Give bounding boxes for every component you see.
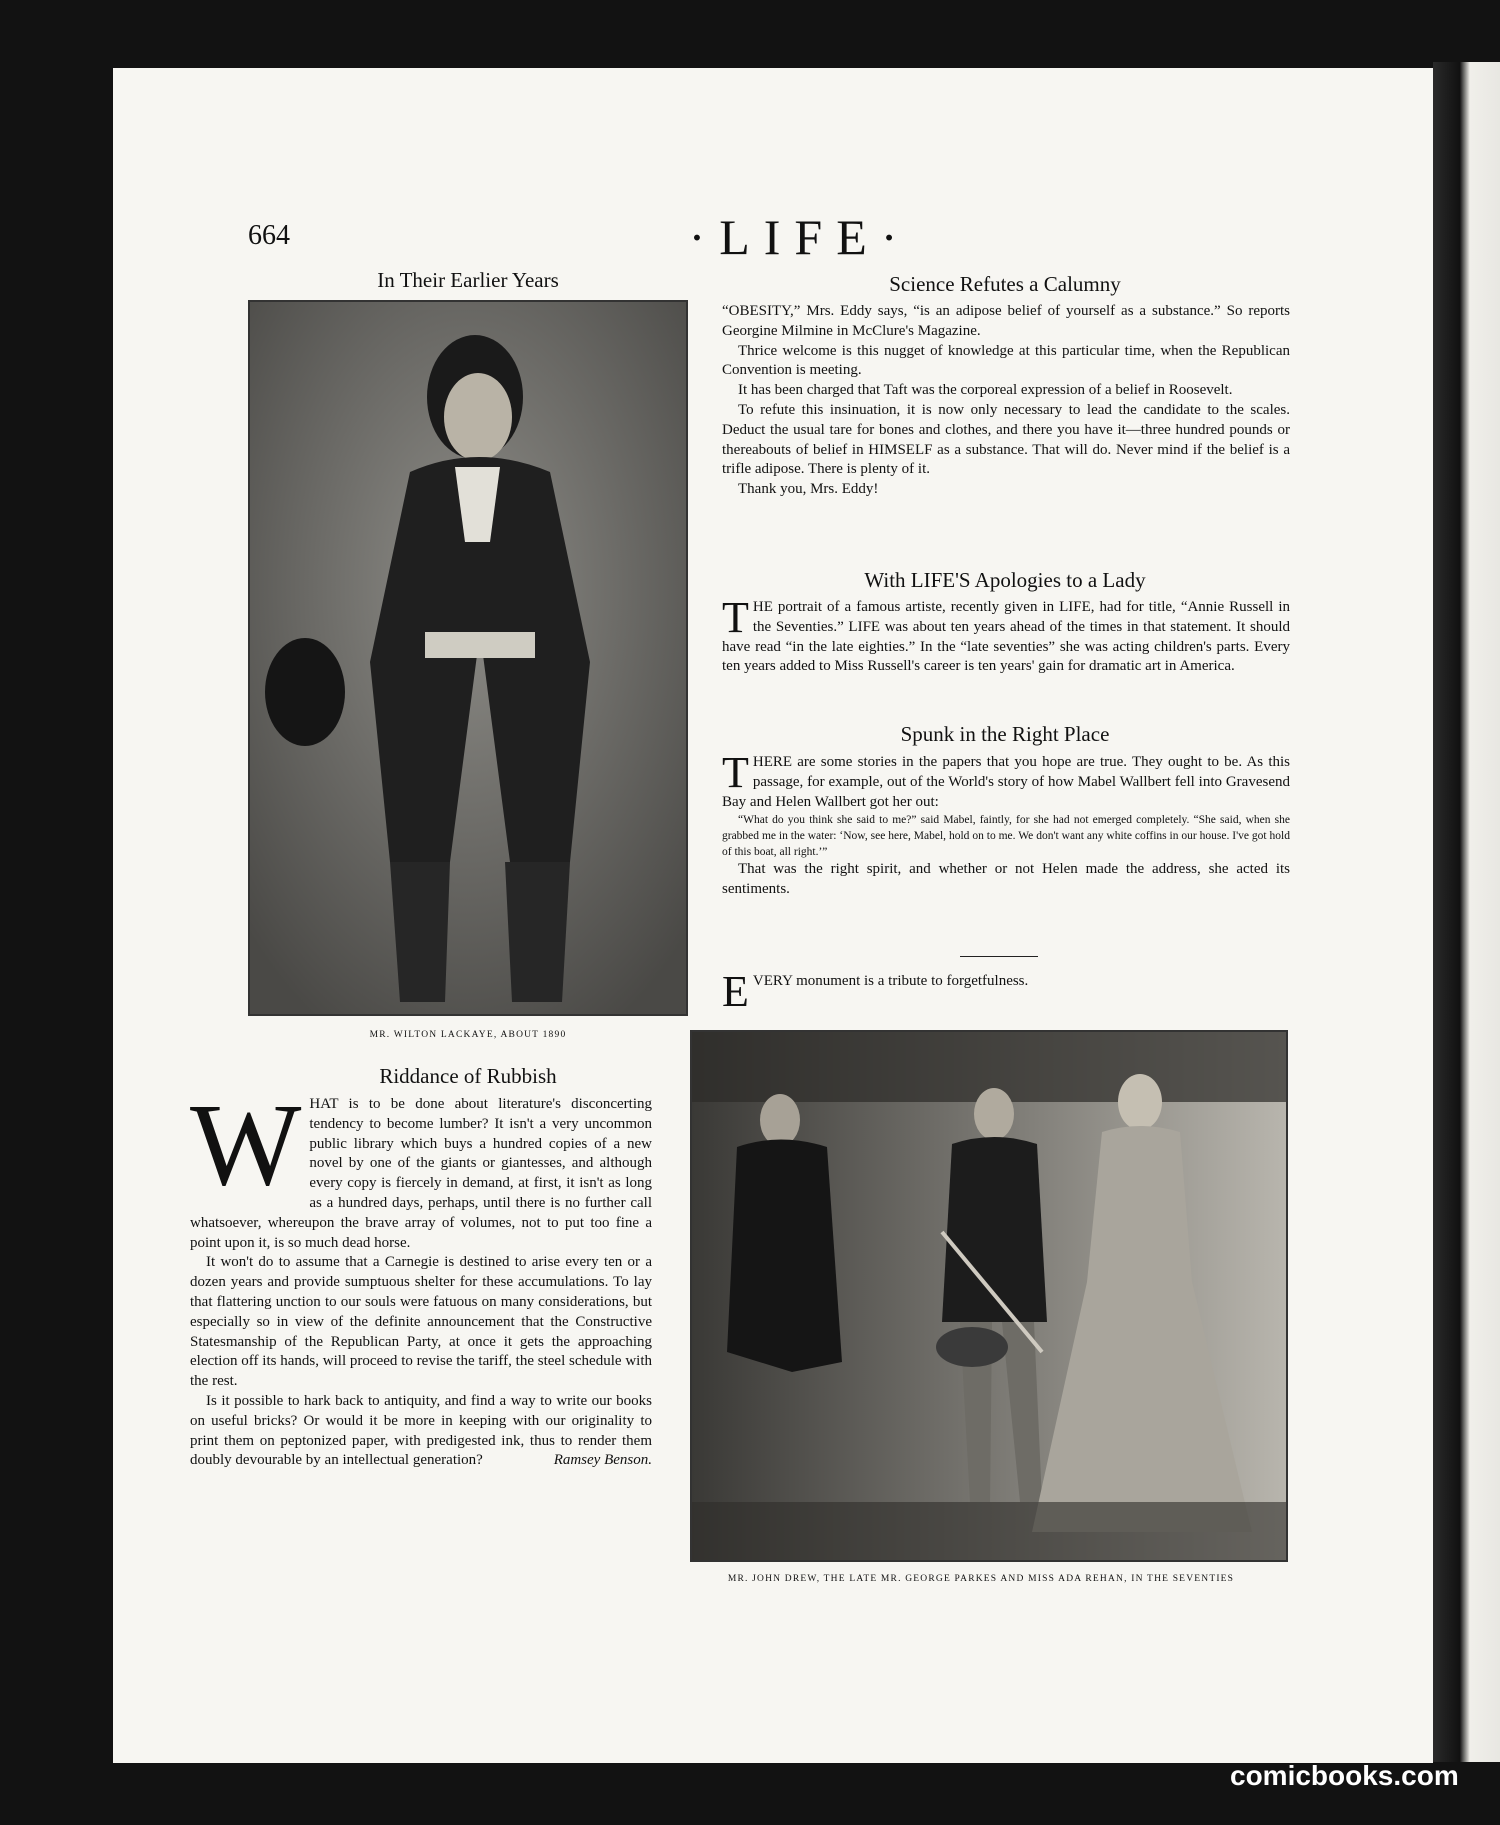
headline-spunk: Spunk in the Right Place — [900, 722, 1110, 746]
science-paragraph-1: “OBESITY,” Mrs. Eddy says, “is an adipose belief of yourself as a substance.” So reports Georgine Milmine in McClure's Magazine. — [722, 303, 1290, 339]
riddance-paragraph-2: It won't do to assume that a Carnegie is destined to arise every ten or a dozen years and provide sumptuous shelter for these accumulations. To lay that flattering unction to our souls were fatuous on many considerations, but especially so in view of the definite announcement that the Constructive Statesmanship of the Republican Party, at once it gets the approaching election off its hands, will proceed to revise the tariff, the steel schedule with the rest. — [190, 1254, 652, 1390]
science-paragraph-3: It has been charged that Taft was the corporeal expression of a belief in Roosevelt. — [738, 382, 1233, 399]
science-paragraph-5: Thank you, Mrs. Eddy! — [738, 481, 879, 498]
spunk-paragraph-2: That was the right spirit, and whether or not Helen made the address, she acted its sentiments. — [722, 861, 1290, 898]
portrait-illustration — [250, 302, 686, 1014]
science-paragraph-4: To refute this insinuation, it is now only necessary to lead the candidate to the scales. Deduct the usual tare for bones and clothes, and there you have it—three hundred pounds or thereabouts of belief in HIMSELF as a substance. That will do. Never mind if the belief is a trifle adipose. There is plenty of it. — [722, 401, 1290, 478]
watermark: comicbooks.com — [1230, 1760, 1459, 1791]
riddance-paragraph-1: HAT is to be done about literature's disconcerting tendency to become lumber? It isn't a very uncommon public library which buys a hundred copies of a new novel by one of the giants or giantesses, and although every copy is fiercely in demand, at first, it isn't as long as a hundred days, perhaps, until there is no further call whatsoever, whereupon the brave array of volumes, not to put too fine a point upon it, is so much dead horse. — [190, 1096, 652, 1251]
drop-cap-w: W — [190, 1079, 302, 1210]
drop-cap-t-spunk: T — [722, 748, 749, 797]
book-gutter — [1433, 62, 1500, 1762]
apologies-paragraph-1: HE portrait of a famous artiste, recently given in LIFE, had for title, “Annie Russell in the Seventies.” LIFE was about ten years ahead of the times in that statement. It should have read “in the late eighties.” In the “late seventies” she was acting children's parts. Every ten years added to Miss Russell's career is ten years' gain for dramatic art in America. — [722, 599, 1290, 675]
riddance-signature: Ramsey Benson. — [553, 1452, 652, 1469]
article-apologies — [722, 593, 1290, 677]
caption-john-drew-group: MR. JOHN DREW, THE LATE MR. GEORGE PARKES AND MISS ADA REHAN, IN THE SEVENTIES — [727, 1574, 1235, 1584]
article-every-monument — [722, 967, 1290, 1016]
section-divider — [960, 956, 1038, 957]
headline-riddance: Riddance of Rubbish — [379, 1064, 557, 1088]
drop-cap-e: E — [722, 967, 749, 1016]
spunk-paragraph-1: HERE are some stories in the papers that you hope are true. They ought to be. As this passage, for example, out of the World's story of how Mabel Wallbert fell into Gravesend Bay and Helen Wallbert got her out: — [722, 754, 1290, 810]
headline-science: Science Refutes a Calumny — [889, 272, 1121, 296]
riddance-paragraph-3: Is it possible to hark back to antiquity, and find a way to write our books on useful bricks? Or would it be more in keeping with our originality to print them on peptonized paper, with predigested ink, thus to render them doubly devourable by an intellectual generation? — [190, 1392, 652, 1469]
science-paragraph-2: Thrice welcome is this nugget of knowledge at this particular time, when the Republican Convention is meeting. — [722, 342, 1290, 379]
article-science — [722, 302, 1290, 500]
headline-earlier-years: In Their Earlier Years — [377, 268, 559, 292]
caption-wilton-lackaye: MR. WILTON LACKAYE, ABOUT 1890 — [369, 1030, 567, 1040]
spunk-quote: “What do you think she said to me?” said Mabel, faintly, for she had not emerged completely. “She said, when she grabbed me in the water: ‘Now, see here, Mabel, hold on to me. We don't want any white coffins in our house. I've got hold of this boat, all right.’” — [722, 814, 1290, 859]
photo-wilton-lackaye — [248, 300, 688, 1016]
article-spunk — [722, 748, 1290, 900]
every-monument-text: VERY monument is a tribute to forgetfulness. — [752, 973, 1029, 989]
drop-cap-t-apologies: T — [722, 593, 749, 642]
masthead: ·LIFE· — [688, 209, 912, 265]
article-riddance — [190, 1079, 652, 1471]
group-portrait-illustration — [692, 1032, 1286, 1560]
photo-john-drew-group — [690, 1030, 1288, 1562]
headline-apologies: With LIFE'S Apologies to a Lady — [864, 568, 1146, 592]
page-number: 664 — [248, 220, 290, 251]
